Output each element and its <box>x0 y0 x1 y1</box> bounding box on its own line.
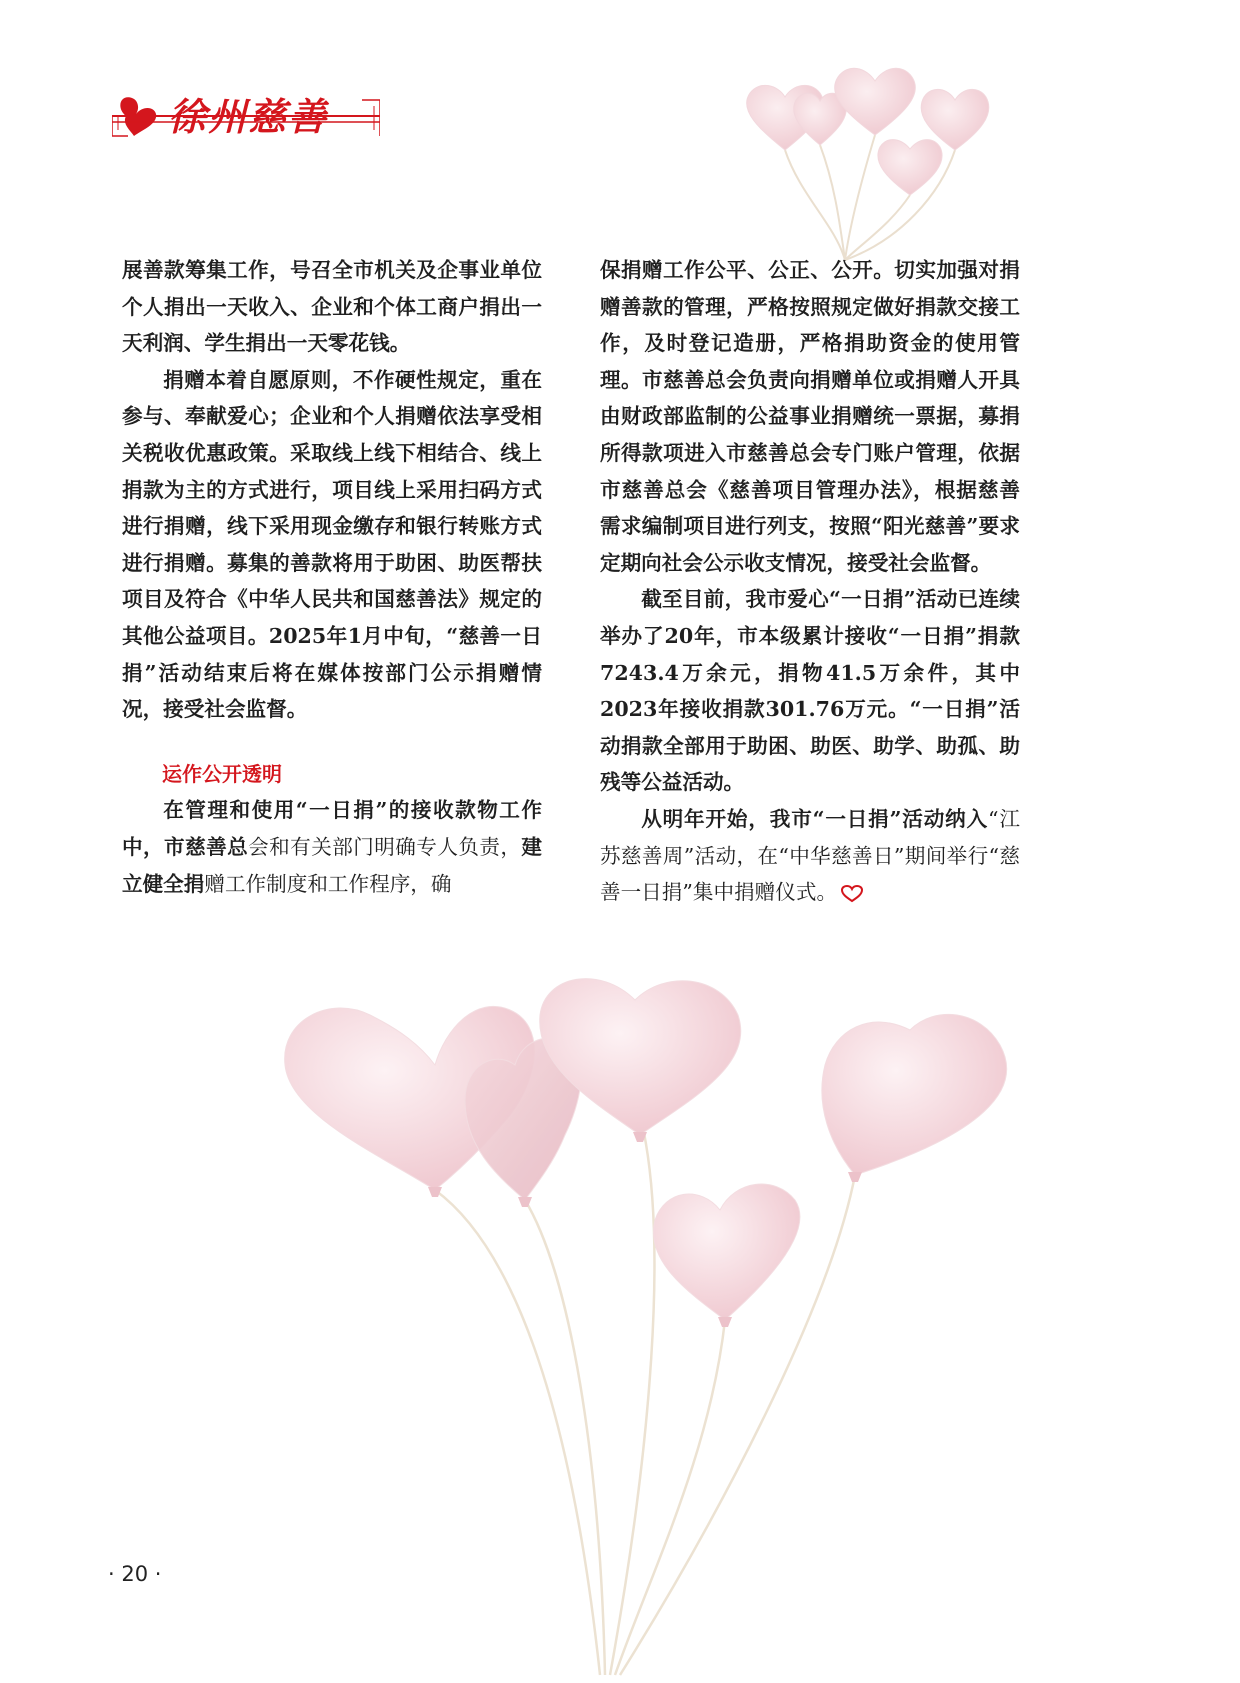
paragraph: 展善款筹集工作，号召全市机关及企事业单位个人捐出一天收入、企业和个体工商户捐出一天利润、学生捐出一天零花钱。 <box>122 258 542 356</box>
paragraph-light-run: “江苏慈善周”活动，在“中华慈善日”期间举行“慈善一日捐”集中捐赠仪式。 <box>600 806 1020 905</box>
paragraph: 保捐赠工作公平、公正、公开。切实加强对捐赠善款的管理，严格按照规定做好捐款交接工作，及时登记造册，严格捐助资金的使用管理。市慈善总会负责向捐赠单位或捐赠人开具由财政部监制的公益事业捐赠统一票据，募捐所得款项进入市慈善总会专门账户管理，依据市慈善总会《慈善项目管理办法》，根据慈善需求编制项目进行列支，按照“阳光慈善”要求定期向社会公示收支情况，接受社会监督。 <box>600 258 1020 575</box>
page-number: · 20 · <box>108 1562 162 1586</box>
article-left-column <box>122 252 542 902</box>
paragraph-bold-run: 建立健全捐 <box>122 834 543 896</box>
paragraph <box>122 792 542 902</box>
magazine-logo <box>112 86 380 140</box>
section-heading: 运作公开透明 <box>162 761 282 786</box>
end-heart-icon <box>841 885 863 903</box>
heart-balloons-bottom-icon <box>270 975 1090 1680</box>
paragraph-bold-run: 从明年开始，我市“一日捐”活动纳入 <box>641 806 989 831</box>
paragraph-bold-run: 在管理和使用“一日捐”的接收款物工作中，市慈善总 <box>122 798 542 859</box>
logo-title: 徐州慈善 <box>168 94 329 139</box>
paragraph: 截至目前，我市爱心“一日捐”活动已连续举办了20年，市本级累计接收“一日捐”捐款7243.4万余元，捐物41.5万余件，其中2023年接收捐款301.76万元。“一日捐”活动捐款全部用于助困、助医、助学、助孤、助残等公益活动。 <box>600 587 1020 795</box>
article-right-column <box>600 252 1020 911</box>
paragraph: 捐赠本着自愿原则，不作硬性规定，重在参与、奉献爱心；企业和个人捐赠依法享受相关税收优惠政策。采取线上线下相结合、线上捐款为主的方式进行，项目线上采用扫码方式进行捐赠，线下采用现金缴存和银行转账方式进行捐赠。募集的善款将用于助困、助医帮扶项目及符合《中华人民共和国慈善法》规定的其他公益项目。2025年1月中旬，“慈善一日捐”活动结束后将在媒体按部门公示捐赠情况，接受社会监督。 <box>122 367 542 722</box>
paragraph-light-run: 赠工作制度和工作程序，确 <box>204 871 452 896</box>
paragraph <box>600 801 1020 911</box>
heart-balloons-top-icon <box>740 55 1070 265</box>
paragraph-light-run: 会和有关部门明确专人负责， <box>248 834 522 859</box>
